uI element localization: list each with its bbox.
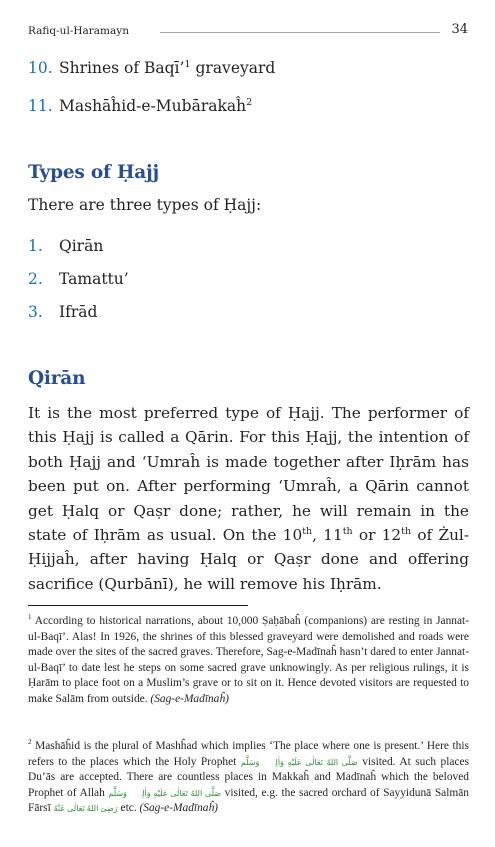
footnote-marker: 1 [28,613,32,622]
section-heading-types: Types of Ḥajj [28,162,160,183]
list-label: Mashāĥid-e-Mubārakaĥ [59,97,247,115]
list-label: Tamattu’ [59,270,129,288]
footnote-ref: 1 [184,58,191,70]
footnote-2: $^2$ Mashāĥid is the plural of Mashĥad which implies ‘The place where one is present.’ Here this refers to the places which the Holy Prophet صَلَّى اللهُ تَعَالٰى عَلَيْهِ وَاٰلِهٖ وَسَلَّم visited. At such places Du’ās are accepted. There are countless places in Makkaĥ and Madīnaĥ which the beloved Prophet of Allah صَلَّى اللهُ تَعَالٰى عَلَيْهِ وَاٰلِهٖ وَسَلَّم visited, e.g. the sacred orchard of Sayyidunā Salmān Fārsī رَضِىَ اللهُ تَعَالٰى عَنْهُ etc. (Sag-e-Madīnaĥ) [28,738,470,814]
header-rule [160,32,440,33]
list-label: Ifrād [59,303,98,321]
list-number: 11. [28,97,53,115]
honorific-salutation: صَلَّى اللهُ تَعَالٰى عَلَيْهِ وَاٰلِهٖ وَسَلَّم [240,757,358,767]
footnote-ref: 2 [246,96,253,108]
running-title: Rafiq-ul-Haramayn [28,25,129,37]
page-header [28,22,468,42]
types-intro: There are three types of Ḥajj: [28,196,262,214]
list-label: Shrines of Baqī’ [59,59,185,77]
footnote-source: (Sag-e-Madīnaĥ) [150,692,229,705]
list-number: 3. [28,303,43,321]
qiran-paragraph: It is the most preferred type of Ḥajj. The performer of this Ḥajj is called a Qārin. For this Ḥajj, the intention of both Ḥajj and ‘Umraĥ is made together after Iḥrām has been put on. After performing ‘Umraĥ, a Qārin cannot get Ḥalq or Qaṣr done; rather, he will remain in the state of Iḥrām as usual. On the 10th, 11th or 12th of Żul-Ḥijjaĥ, after having Ḥalq or Qaṣr done and offering sacrifice (Qurbānī), he will remove his Iḥrām. [28,404,469,593]
list-item [28,270,129,288]
footnote-divider [28,605,248,606]
honorific-salutation: رَضِىَ اللهُ تَعَالٰى عَنْهُ [53,804,118,813]
list-item [28,97,252,115]
list-item [28,303,97,321]
footnote-marker: 2 [28,738,32,747]
list-number: 10. [28,59,53,77]
list-item [28,237,103,255]
list-number: 2. [28,270,43,288]
list-label: Qirān [59,237,104,255]
footnote-source: (Sag-e-Madīnaĥ) [139,802,218,814]
list-label-suffix: graveyard [190,59,276,77]
footnote-1: $^1$ According to historical narrations, about 10,000 Ṣaḥābaĥ (companions) are resting in Jannat-ul-Baqī’. Alas! In 1926, the shrines of this blessed graveyard were demolished and roads were made over the sites of the sacred graves. Therefore, Sag-e-Madīnaĥ hasn’t dared to enter Jannat-ul-Baqī’ to date lest he steps on some sacred grave unknowingly. As per religious rulings, it is Ḥarām to place foot on a Muslim’s grave or to sit on it. Hence devoted visitors are requested to make Salām from outside. (Sag-e-Madīnaĥ) [28,613,469,705]
list-number: 1. [28,237,43,255]
honorific-salutation: صَلَّى اللهُ تَعَالٰى عَلَيْهِ وَاٰلِهٖ وَسَلَّم [108,788,222,798]
section-heading-qiran: Qirān [28,368,86,389]
page-number: 34 [451,22,468,37]
list-item [28,59,275,77]
